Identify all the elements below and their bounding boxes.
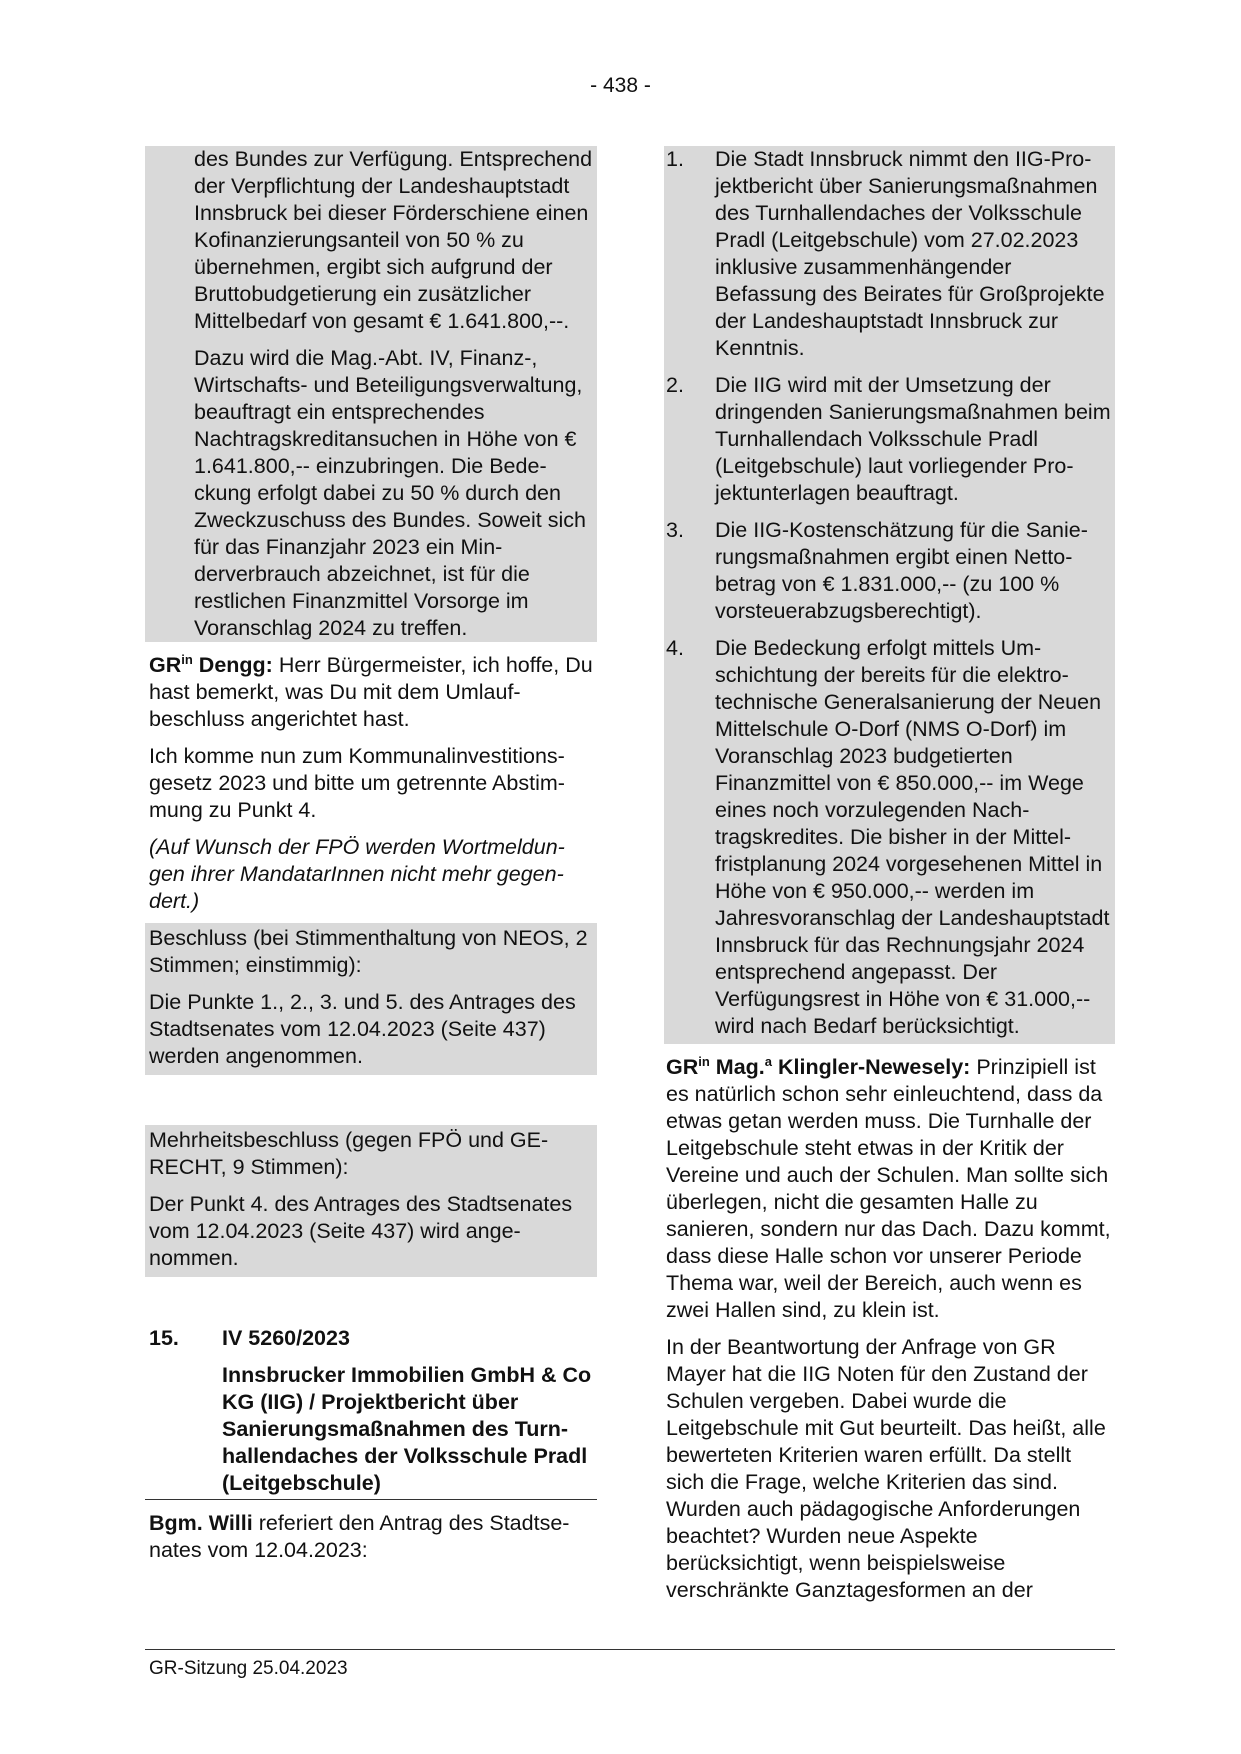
speaker-superscript: in: [698, 1054, 710, 1069]
agenda-item-header: [145, 1325, 597, 1352]
list-item-text: Die IIG wird mit der Umsetzung der dringenden Sanierungsmaßnahmen beim Turnhallendach Volksschule Pradl (Leitgebschule) laut vorliegender Projektunterlagen beauftragt.: [715, 373, 1111, 505]
list-item: [664, 372, 1115, 507]
list-item-number: 2.: [666, 373, 684, 397]
agenda-item-title: Innsbrucker Immobilien GmbH & Co KG (IIG) / Projektbericht über Sanierungsmaßnahmen des Turnhallendaches der Volksschule Pradl (Leitgebschule): [222, 1363, 592, 1495]
speaker-name: Bgm. Willi: [149, 1511, 253, 1535]
motion-list: [664, 146, 1115, 1044]
speaker-name: Mag.: [709, 1055, 765, 1079]
speaker-paragraph-klingler: [664, 1054, 1115, 1324]
list-item: [664, 517, 1115, 625]
speaker-text: Prinzipiell ist es natürlich schon sehr einleuchtend, dass da etwas getan werden muss. Die Turnhalle der Leitgebschule steht etwas in der Kritik der Vereine und auch der Schulen. Man sollte sich überlegen, nicht die gesamten Halle zu sanieren, sondern nur das Dach. Dazu kommt, dass diese Halle schon vor unserer Periode Thema war, weil der Bereich, auch wenn es zwei Hallen sind, zu klein ist.: [666, 1055, 1111, 1322]
speaker-title: GR: [666, 1055, 699, 1079]
resolution-heading: Mehrheitsbeschluss (gegen FPÖ und GERECHT, 9 Stimmen):: [149, 1128, 549, 1179]
paragraph: In der Beantwortung der Anfrage von GR Mayer hat die IIG Noten für den Zustand der Schulen vergeben. Dabei wurde die Leitgebschule mit Gut beurteilt. Das heißt, alle bewerteten Kriterien waren erfüllt. Da stellt sich die Frage, welche Kriterien das sind. Wurden auch pädagogische Anforderungen beachtet? Wurden neue Aspekte berücksichtigt, wenn beispielsweise verschränkte Ganztagesformen an der: [666, 1335, 1106, 1602]
left-column: [145, 146, 597, 1564]
paragraph: Ich komme nun zum Kommunalinvestitionsgesetz 2023 und bitte um getrennte Abstimmung zu Punkt 4.: [149, 744, 565, 822]
agenda-item-reference: IV 5260/2023: [222, 1326, 350, 1350]
speaker-name: Dengg:: [192, 653, 273, 677]
list-item-text: Die Bedeckung erfolgt mittels Umschichtung der bereits für die elektrotechnische Generalsanierung der Neuen Mittelschule O-Dorf (NMS O-Dorf) im Voranschlag 2023 budgetierten Finanzmittel von € 850.000,-- im Wege eines noch vorzulegenden Nachtragskredites. Die bisher in der Mittelfristplanung 2024 vorgesehenen Mittel in Höhe von € 950.000,-- werden im Jahresvoranschlag der Landeshauptstadt Innsbruck für das Rechnungsjahr 2024 entsprechend angepasst. Der Verfügungsrest in Höhe von € 31.000,-- wird nach Bedarf berücksichtigt.: [715, 636, 1110, 1038]
italic-note: (Auf Wunsch der FPÖ werden Wortmeldungen ihrer MandatarInnen nicht mehr gegendert.): [149, 835, 565, 913]
list-item-number: 1.: [666, 147, 684, 171]
speaker-text: referiert den Antrag des Stadtsenates vom 12.04.2023:: [149, 1511, 570, 1562]
list-item: [664, 146, 1115, 362]
list-item: [664, 635, 1115, 1040]
resolution-heading: Beschluss (bei Stimmenthaltung von NEOS, 2 Stimmen; einstimmig):: [149, 926, 588, 977]
page-number: - 438 -: [590, 74, 651, 97]
speaker-superscript: a: [764, 1054, 772, 1069]
list-item-number: 3.: [666, 518, 684, 542]
resolution-body: Die Punkte 1., 2., 3. und 5. des Antrages des Stadtsenates vom 12.04.2023 (Seite 437) werden angenommen.: [149, 990, 576, 1068]
speaker-text: Herr Bürgermeister, ich hoffe, Du hast bemerkt, was Du mit dem Umlaufbeschluss angerichtet hast.: [149, 653, 593, 731]
resolution-block-2: [145, 1125, 597, 1277]
list-item-text: Die Stadt Innsbruck nimmt den IIG-Projektbericht über Sanierungsmaßnahmen des Turnhallendaches der Volksschule Pradl (Leitgebschule) vom 27.02.2023 inklusive zusammenhängender Befassung des Beirates für Großprojekte der Landeshauptstadt Innsbruck zur Kenntnis.: [715, 147, 1105, 360]
resolution-block-1: [145, 923, 597, 1075]
speaker-name: Klingler-Newesely:: [772, 1055, 971, 1079]
speaker-superscript: in: [181, 652, 193, 667]
shaded-continuation-block: [145, 146, 597, 642]
speaker-title: GR: [149, 653, 182, 677]
speaker-paragraph-willi: [145, 1510, 597, 1564]
agenda-item-number: 15.: [149, 1326, 179, 1350]
paragraph: Dazu wird die Mag.-Abt. IV, Finanz-, Wirtschafts- und Beteiligungsverwaltung, beauftragt ein entsprechendes Nachtragskreditansuchen in Höhe von € 1.641.800,-- einzubringen. Die Bedeckung erfolgt dabei zu 50 % durch den Zweckzuschuss des Bundes. Soweit sich für das Finanzjahr 2023 ein Minderverbrauch abzeichnet, ist für die restlichen Finanzmittel Vorsorge im Voranschlag 2024 zu treffen.: [194, 346, 586, 640]
footer-session-date: GR-Sitzung 25.04.2023: [149, 1658, 348, 1679]
right-column: [664, 146, 1115, 1604]
speaker-paragraph-dengg: [145, 652, 597, 733]
list-item-number: 4.: [666, 636, 684, 660]
resolution-body: Der Punkt 4. des Antrages des Stadtsenates vom 12.04.2023 (Seite 437) wird angenommen.: [149, 1192, 573, 1270]
paragraph: des Bundes zur Verfügung. Entsprechend der Verpflichtung der Landeshauptstadt Innsbruck bei dieser Förderschiene einen Kofinanzierungsanteil von 50 % zu übernehmen, ergibt sich aufgrund der Bruttobudgetierung ein zusätzlicher Mittelbedarf von gesamt € 1.641.800,--.: [194, 147, 593, 333]
list-item-text: Die IIG-Kostenschätzung für die Sanierungsmaßnahmen ergibt einen Nettobetrag von € 1.831.000,-- (zu 100 % vorsteuerabzugsberechtigt).: [715, 518, 1088, 623]
spacer: [145, 1075, 597, 1125]
spacer: [145, 1277, 597, 1325]
footer-divider: [145, 1649, 1115, 1650]
divider: [145, 1499, 597, 1500]
